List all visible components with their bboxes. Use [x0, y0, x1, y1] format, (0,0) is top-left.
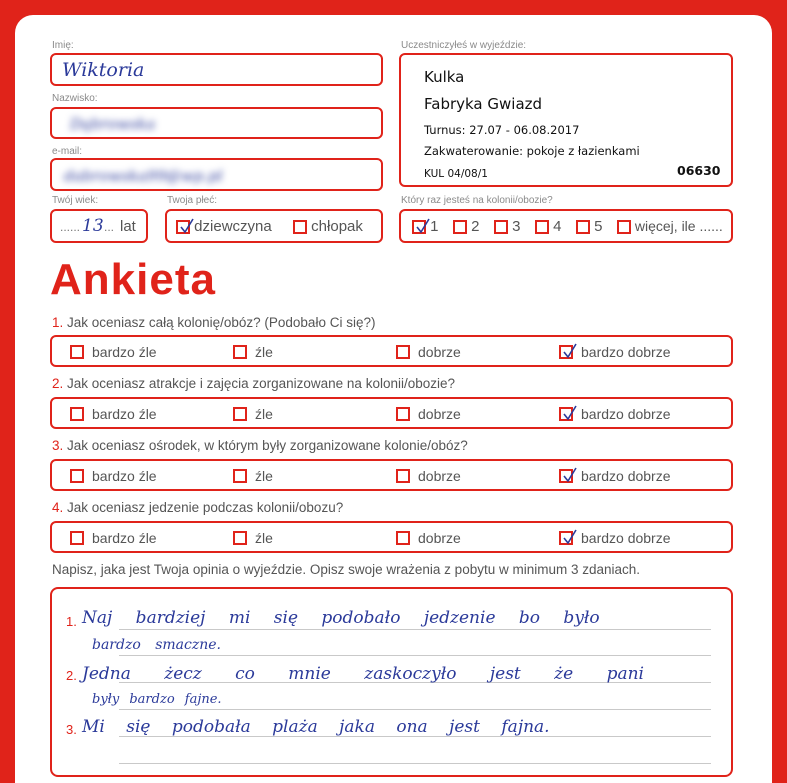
option-label: bardzo źle: [92, 468, 157, 484]
checkbox-times-2[interactable]: [453, 220, 467, 234]
checkbox-girl[interactable]: [176, 220, 190, 234]
essay-line-1: Naj bardziej mi się podobało jedzenie bo było: [82, 608, 600, 628]
option-label: bardzo źle: [92, 406, 157, 422]
option-label: źle: [255, 530, 273, 546]
option-label: źle: [255, 468, 273, 484]
check-mark-icon: [562, 467, 578, 485]
question-1: [52, 315, 375, 330]
age-label: Twój wiek:: [52, 195, 99, 206]
age-dots-2: ...: [104, 220, 115, 234]
checkbox-times-4[interactable]: [535, 220, 549, 234]
rating-row-3: [50, 459, 733, 491]
check-mark-icon: [562, 529, 578, 547]
trip-name: Kulka: [424, 68, 465, 86]
question-text: Jak oceniasz całą kolonię/obóz? (Podobało Ci się?): [67, 315, 376, 330]
check-mark-icon: [179, 218, 195, 236]
times-option-2[interactable]: [453, 218, 480, 235]
age-dots: ......: [60, 220, 81, 234]
question-number: 1.: [52, 315, 64, 330]
opinion-prompt: Napisz, jaka jest Twoja opinia o wyjeździe. Opisz swoje wrażenia z pobytu w minimum 3 zdaniach.: [52, 562, 641, 577]
times-more-label: więcej, ile ......: [634, 218, 723, 234]
checkbox[interactable]: [559, 345, 573, 359]
question-number: 2.: [52, 376, 64, 391]
rating-row-4: [50, 521, 733, 553]
option-label: bardzo dobrze: [581, 530, 671, 546]
trip-info-box: [399, 53, 733, 187]
line-number-2: 2.: [66, 668, 77, 683]
trip-accommodation: Zakwaterowanie: pokoje z łazienkami: [424, 144, 640, 158]
opinion-textarea[interactable]: [50, 587, 733, 777]
surname-value: Dąbrowska: [70, 115, 156, 133]
rating-option-bad[interactable]: [233, 406, 273, 422]
ruled-line: [119, 629, 711, 630]
option-label: bardzo źle: [92, 344, 157, 360]
rating-row-2: [50, 397, 733, 429]
trip-turnus: Turnus: 27.07 - 06.08.2017: [424, 123, 580, 137]
checkbox[interactable]: [559, 469, 573, 483]
checkbox-times-3[interactable]: [494, 220, 508, 234]
ruled-line: [119, 655, 711, 656]
check-mark-icon: [415, 218, 431, 236]
times-5-label: 5: [594, 218, 603, 235]
trip-code: KUL 04/08/1: [424, 168, 488, 180]
option-label: źle: [255, 406, 273, 422]
line-number-3: 3.: [66, 722, 77, 737]
times-2-label: 2: [471, 218, 480, 235]
question-3: [52, 438, 468, 453]
times-option-4[interactable]: [535, 218, 562, 235]
line-number-1: 1.: [66, 614, 77, 629]
option-label: bardzo źle: [92, 530, 157, 546]
email-field[interactable]: [50, 158, 383, 191]
gender-label: Twoja płeć:: [167, 195, 218, 206]
checkbox[interactable]: [70, 407, 84, 421]
rating-option-very-bad[interactable]: [70, 468, 157, 484]
checkbox[interactable]: [396, 469, 410, 483]
name-value: Wiktoria: [62, 59, 145, 81]
checkbox[interactable]: [233, 407, 247, 421]
question-number: 3.: [52, 438, 64, 453]
times-1-label: 1: [430, 218, 439, 235]
gender-boy-label: chłopak: [311, 218, 363, 235]
checkbox[interactable]: [233, 345, 247, 359]
option-label: dobrze: [418, 468, 461, 484]
rating-row-1: [50, 335, 733, 367]
question-text: Jak oceniasz jedzenie podczas kolonii/obozu?: [67, 500, 344, 515]
option-label: bardzo dobrze: [581, 468, 671, 484]
question-number: 4.: [52, 500, 64, 515]
rating-option-very-good[interactable]: [559, 530, 671, 546]
rating-option-very-bad[interactable]: [70, 344, 157, 360]
rating-option-very-bad[interactable]: [70, 530, 157, 546]
name-label: Imię:: [52, 40, 74, 51]
times-option-more[interactable]: [617, 218, 723, 234]
gender-option-girl[interactable]: [176, 218, 272, 235]
age-unit: lat: [120, 218, 136, 235]
checkbox-times-5[interactable]: [576, 220, 590, 234]
rating-option-bad[interactable]: [233, 530, 273, 546]
times-label: Który raz jesteś na kolonii/obozie?: [401, 195, 553, 206]
rating-option-good[interactable]: [396, 344, 461, 360]
ruled-line: [119, 709, 711, 710]
email-label: e-mail:: [52, 146, 83, 157]
trip-number: 06630: [677, 163, 721, 178]
checkbox[interactable]: [233, 531, 247, 545]
trip-label: Uczestniczyłeś w wyjeździe:: [401, 40, 527, 51]
rating-option-very-good[interactable]: [559, 468, 671, 484]
rating-option-very-good[interactable]: [559, 406, 671, 422]
checkbox[interactable]: [70, 469, 84, 483]
check-mark-icon: [562, 343, 578, 361]
trip-place: Fabryka Gwiazd: [424, 95, 543, 113]
rating-option-very-bad[interactable]: [70, 406, 157, 422]
rating-option-good[interactable]: [396, 468, 461, 484]
checkbox[interactable]: [559, 407, 573, 421]
times-option-5[interactable]: [576, 218, 603, 235]
option-label: źle: [255, 344, 273, 360]
question-text: Jak oceniasz atrakcje i zajęcia zorganizowane na kolonii/obozie?: [67, 376, 456, 391]
gender-group: [165, 209, 383, 243]
surname-field[interactable]: [50, 107, 383, 139]
age-value: 13: [82, 216, 104, 236]
rating-option-bad[interactable]: [233, 344, 273, 360]
checkbox-boy[interactable]: [293, 220, 307, 234]
checkbox[interactable]: [396, 531, 410, 545]
question-2: [52, 376, 455, 391]
times-group: [399, 209, 733, 243]
checkbox[interactable]: [233, 469, 247, 483]
essay-line-2: bardzo smaczne.: [92, 637, 221, 653]
question-4: [52, 500, 343, 515]
name-field[interactable]: [50, 53, 383, 86]
checkbox-times-1[interactable]: [412, 220, 426, 234]
checkbox-times-more[interactable]: [617, 220, 631, 234]
times-3-label: 3: [512, 218, 521, 235]
checkbox[interactable]: [70, 531, 84, 545]
survey-title: Ankieta: [50, 255, 216, 304]
gender-option-boy[interactable]: [293, 218, 363, 235]
times-option-1[interactable]: [412, 218, 439, 235]
checkbox[interactable]: [559, 531, 573, 545]
option-label: dobrze: [418, 530, 461, 546]
check-mark-icon: [562, 405, 578, 423]
email-value: dabrowska99@wp.pl: [64, 167, 223, 185]
checkbox[interactable]: [396, 345, 410, 359]
rating-option-good[interactable]: [396, 406, 461, 422]
times-4-label: 4: [553, 218, 562, 235]
checkbox[interactable]: [396, 407, 410, 421]
surname-label: Nazwisko:: [52, 93, 98, 104]
rating-option-good[interactable]: [396, 530, 461, 546]
essay-line-4: były bardzo fajne.: [92, 692, 222, 707]
survey-sheet: [15, 15, 772, 783]
rating-option-bad[interactable]: [233, 468, 273, 484]
option-label: dobrze: [418, 344, 461, 360]
gender-girl-label: dziewczyna: [194, 218, 272, 235]
age-field[interactable]: [50, 209, 148, 243]
checkbox[interactable]: [70, 345, 84, 359]
option-label: dobrze: [418, 406, 461, 422]
question-text: Jak oceniasz ośrodek, w którym były zorganizowane kolonie/obóz?: [67, 438, 468, 453]
option-label: bardzo dobrze: [581, 406, 671, 422]
essay-line-3: Jedna żecz co mnie zaskoczyło jest że pani: [82, 664, 644, 684]
rating-option-very-good[interactable]: [559, 344, 671, 360]
times-option-3[interactable]: [494, 218, 521, 235]
ruled-line: [119, 763, 711, 764]
essay-line-5: Mi się podobała plaża jaka ona jest fajna.: [82, 717, 550, 737]
option-label: bardzo dobrze: [581, 344, 671, 360]
